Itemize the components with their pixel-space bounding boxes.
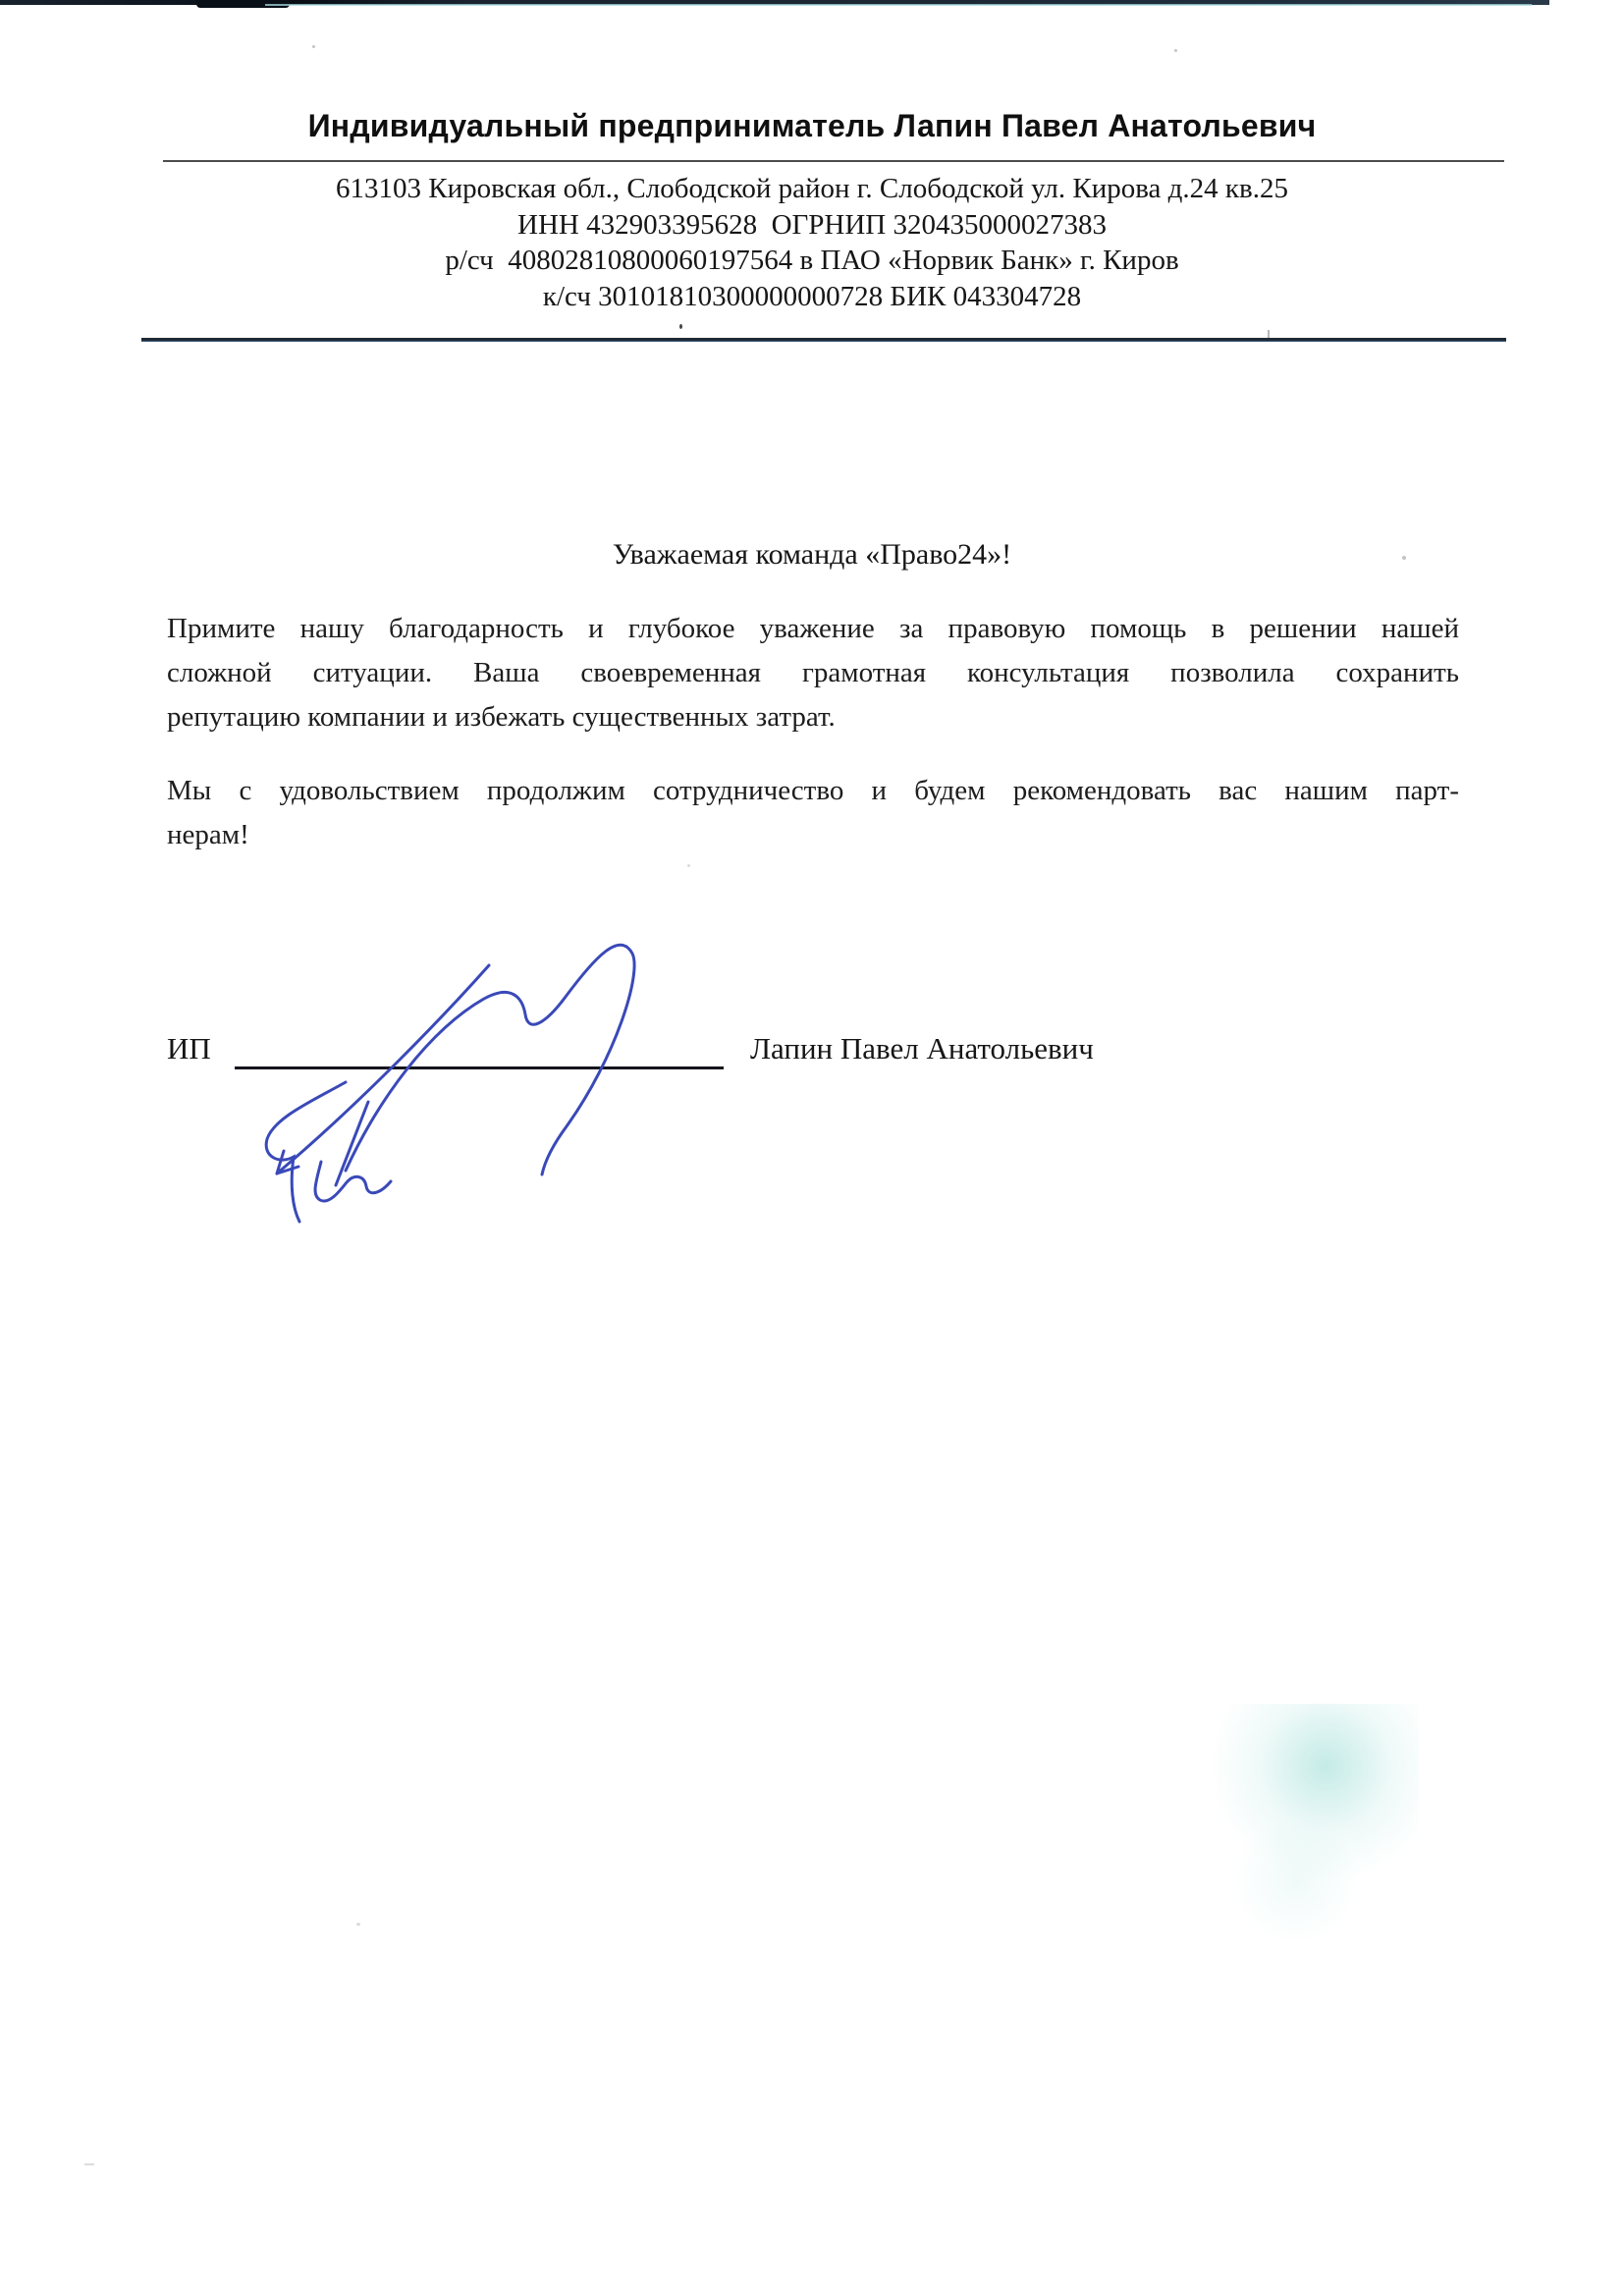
letterhead-rule-top xyxy=(163,160,1504,162)
scan-speckle xyxy=(687,864,690,867)
paragraph1-line1: Примите нашу благодарность и глубокое уважение за правовую помощь в решении нашей xyxy=(167,613,1459,644)
salutation: Уважаемая команда «Право24»! xyxy=(612,538,1012,571)
scan-speckle xyxy=(679,324,682,329)
scan-speckle xyxy=(1174,49,1177,52)
scan-artifact-cyan-line xyxy=(265,4,1532,6)
signature-stroke xyxy=(315,1162,391,1201)
letterhead-correspondent-account: к/сч 30101810300000000728 БИК 043304728 xyxy=(542,281,1082,312)
paragraph2-line2: нерам! xyxy=(167,819,249,850)
scan-speckle xyxy=(356,1923,360,1926)
scan-smudge-cyan xyxy=(1232,1817,1360,1944)
signature-stroke xyxy=(346,945,634,1175)
signature-prefix: ИП xyxy=(167,1031,211,1066)
signature-stroke xyxy=(336,1102,368,1185)
scan-speckle xyxy=(84,2163,94,2165)
letterhead-rule-bottom xyxy=(141,338,1506,342)
scan-speckle xyxy=(1402,556,1406,560)
letterhead-inn-ogrnip: ИНН 432903395628 ОГРНИП 320435000027383 xyxy=(517,209,1107,241)
paragraph1-line3: репутацию компании и избежать существенных затрат. xyxy=(167,701,836,733)
letterhead-address: 613103 Кировская обл., Слободской район г. Слободской ул. Кирова д.24 кв.25 xyxy=(336,173,1288,204)
paragraph1-line2: сложной ситуации. Ваша своевременная грамотная консультация позволила сохранить xyxy=(167,657,1459,688)
paragraph2-line1: Мы с удовольствием продолжим сотрудничество и будем рекомендовать вас нашим парт- xyxy=(167,775,1459,806)
scan-speckle xyxy=(312,45,315,48)
letterhead-settlement-account: р/сч 40802810800060197564 в ПАО «Норвик Банк» г. Киров xyxy=(445,245,1179,276)
handwritten-signature-ink xyxy=(221,928,692,1232)
signature-stroke xyxy=(277,965,489,1174)
signature-stroke xyxy=(266,1082,346,1222)
letterhead-title: Индивидуальный предприниматель Лапин Павел Анатольевич xyxy=(307,108,1317,143)
signatory-name: Лапин Павел Анатольевич xyxy=(750,1031,1094,1066)
